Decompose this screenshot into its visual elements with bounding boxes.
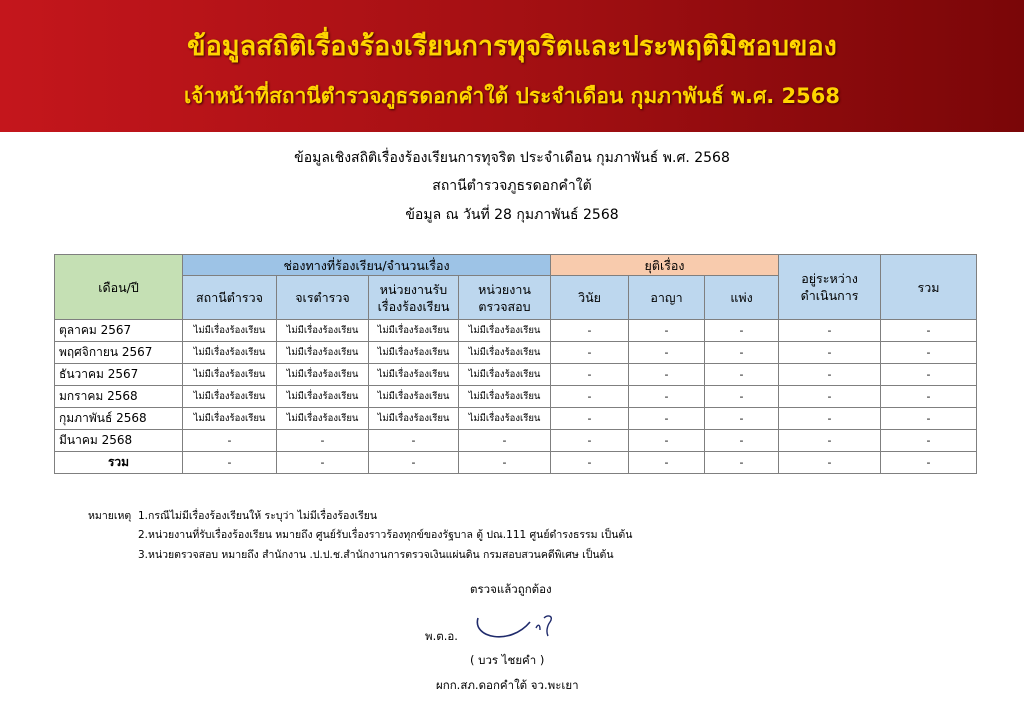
table-cell: - bbox=[629, 320, 705, 342]
total-cell: - bbox=[277, 452, 369, 474]
table-cell: - bbox=[705, 320, 779, 342]
table-row bbox=[55, 342, 977, 364]
month-cell: พฤศจิกายน 2567 bbox=[55, 342, 183, 364]
data-date: ข้อมูล ณ วันที่ 28 กุมภาพันธ์ 2568 bbox=[405, 207, 619, 223]
table-cell: - bbox=[183, 430, 277, 452]
resolved-col-header: อาญา bbox=[629, 276, 705, 320]
notes-label: หมายเหตุ bbox=[88, 510, 132, 522]
verified-text: ตรวจแล้วถูกต้อง bbox=[470, 582, 552, 596]
table-cell: - bbox=[629, 386, 705, 408]
month-cell: ตุลาคม 2567 bbox=[55, 320, 183, 342]
table-cell: - bbox=[629, 364, 705, 386]
month-cell: กุมภาพันธ์ 2568 bbox=[55, 408, 183, 430]
resolved-col-header: แพ่ง bbox=[705, 276, 779, 320]
table-cell: - bbox=[629, 408, 705, 430]
table-cell: - bbox=[277, 430, 369, 452]
table-cell: ไม่มีเรื่องร้องเรียน bbox=[369, 320, 459, 342]
station-name: สถานีตำรวจภูธรดอกคำใต้ bbox=[432, 178, 592, 194]
table-cell: ไม่มีเรื่องร้องเรียน bbox=[459, 364, 551, 386]
month-cell: ธันวาคม 2567 bbox=[55, 364, 183, 386]
table-cell: - bbox=[551, 320, 629, 342]
total-cell: - bbox=[369, 452, 459, 474]
table-cell: - bbox=[629, 430, 705, 452]
pending-header: อยู่ระหว่าง ดำเนินการ bbox=[779, 255, 881, 320]
total-cell: - bbox=[459, 452, 551, 474]
total-row bbox=[55, 452, 977, 474]
channel-col-header: จเรตำรวจ bbox=[277, 276, 369, 320]
table-cell: - bbox=[779, 386, 881, 408]
total-cell: - bbox=[183, 452, 277, 474]
total-row-label: รวม bbox=[55, 452, 183, 474]
table-cell: ไม่มีเรื่องร้องเรียน bbox=[277, 320, 369, 342]
table-row bbox=[55, 320, 977, 342]
month-cell: มีนาคม 2568 bbox=[55, 430, 183, 452]
table-cell: - bbox=[705, 342, 779, 364]
month-header: เดือน/ปี bbox=[55, 255, 183, 320]
table-row bbox=[55, 430, 977, 452]
table-cell: - bbox=[779, 342, 881, 364]
table-cell: - bbox=[551, 342, 629, 364]
handwritten-signature bbox=[470, 608, 560, 648]
table-cell: ไม่มีเรื่องร้องเรียน bbox=[369, 408, 459, 430]
total-cell: - bbox=[551, 452, 629, 474]
table-cell: ไม่มีเรื่องร้องเรียน bbox=[369, 342, 459, 364]
report-heading: ข้อมูลเชิงสถิติเรื่องร้องเรียนการทุจริต ประจำเดือน กุมภาพันธ์ พ.ศ. 2568 bbox=[294, 150, 730, 166]
table-cell: - bbox=[551, 430, 629, 452]
table-cell: ไม่มีเรื่องร้องเรียน bbox=[183, 408, 277, 430]
table-cell: ไม่มีเรื่องร้องเรียน bbox=[183, 342, 277, 364]
table-cell: - bbox=[459, 430, 551, 452]
table-cell: ไม่มีเรื่องร้องเรียน bbox=[369, 364, 459, 386]
table-cell: ไม่มีเรื่องร้องเรียน bbox=[183, 364, 277, 386]
table-cell: ไม่มีเรื่องร้องเรียน bbox=[277, 386, 369, 408]
table-cell: - bbox=[705, 364, 779, 386]
signer-name: ( บวร ไชยคำ ) bbox=[470, 653, 545, 667]
note-item: 3.หน่วยตรวจสอบ หมายถึง สำนักงาน .ป.ป.ช.สำนักงานการตรวจเงินแผ่นดิน กรมสอบสวนคดีพิเศษ เป็นต้น bbox=[138, 549, 614, 561]
channel-col-header: หน่วยงานรับ เรื่องร้องเรียน bbox=[369, 276, 459, 320]
table-cell: ไม่มีเรื่องร้องเรียน bbox=[459, 342, 551, 364]
signer-rank: พ.ต.อ. bbox=[425, 629, 458, 643]
resolved-header: ยุติเรื่อง bbox=[551, 255, 779, 276]
total-cell: - bbox=[779, 452, 881, 474]
table-cell: - bbox=[779, 320, 881, 342]
table-cell: - bbox=[881, 342, 977, 364]
table-cell: ไม่มีเรื่องร้องเรียน bbox=[277, 342, 369, 364]
table-cell: - bbox=[881, 430, 977, 452]
table-cell: ไม่มีเรื่องร้องเรียน bbox=[459, 386, 551, 408]
table-cell: - bbox=[779, 364, 881, 386]
table-cell: - bbox=[881, 408, 977, 430]
table-cell: ไม่มีเรื่องร้องเรียน bbox=[183, 320, 277, 342]
table-cell: - bbox=[551, 408, 629, 430]
total-cell: - bbox=[629, 452, 705, 474]
signer-position: ผกก.สภ.ดอกคำใต้ จว.พะเยา bbox=[436, 678, 579, 692]
table-row bbox=[55, 386, 977, 408]
note-item: 2.หน่วยงานที่รับเรื่องร้องเรียน หมายถึง ศูนย์รับเรื่องราวร้องทุกข์ของรัฐบาล ตู้ ปณ.111 ศูนย์ดำรงธรรม เป็นต้น bbox=[138, 529, 633, 541]
table-cell: - bbox=[705, 430, 779, 452]
table-row bbox=[55, 364, 977, 386]
table-cell: - bbox=[705, 408, 779, 430]
month-cell: มกราคม 2568 bbox=[55, 386, 183, 408]
resolved-col-header: วินัย bbox=[551, 276, 629, 320]
table-cell: - bbox=[779, 430, 881, 452]
banner-subtitle: เจ้าหน้าที่สถานีตำรวจภูธรดอกคำใต้ ประจำเดือน กุมภาพันธ์ พ.ศ. 2568 bbox=[183, 84, 841, 108]
table-cell: - bbox=[551, 364, 629, 386]
channel-col-header: หน่วยงาน ตรวจสอบ bbox=[459, 276, 551, 320]
total-cell: - bbox=[881, 452, 977, 474]
table-cell: ไม่มีเรื่องร้องเรียน bbox=[277, 364, 369, 386]
table-cell: - bbox=[779, 408, 881, 430]
table-cell: - bbox=[881, 320, 977, 342]
table-cell: - bbox=[881, 364, 977, 386]
note-item: 1.กรณีไม่มีเรื่องร้องเรียนให้ ระบุว่า ไม่มีเรื่องร้องเรียน bbox=[138, 510, 378, 522]
complaint-stats-table bbox=[54, 254, 977, 474]
table-cell: - bbox=[551, 386, 629, 408]
table-cell: ไม่มีเรื่องร้องเรียน bbox=[459, 408, 551, 430]
table-cell: ไม่มีเรื่องร้องเรียน bbox=[277, 408, 369, 430]
table-cell: - bbox=[629, 342, 705, 364]
title-banner bbox=[0, 0, 1024, 132]
table-cell: ไม่มีเรื่องร้องเรียน bbox=[183, 386, 277, 408]
channels-header: ช่องทางที่ร้องเรียน/จำนวนเรื่อง bbox=[183, 255, 551, 276]
channel-col-header: สถานีตำรวจ bbox=[183, 276, 277, 320]
total-header: รวม bbox=[881, 255, 977, 320]
table-cell: - bbox=[705, 386, 779, 408]
table-cell: ไม่มีเรื่องร้องเรียน bbox=[459, 320, 551, 342]
table-cell: - bbox=[369, 430, 459, 452]
table-cell: ไม่มีเรื่องร้องเรียน bbox=[369, 386, 459, 408]
table-cell: - bbox=[881, 386, 977, 408]
total-cell: - bbox=[705, 452, 779, 474]
table-row bbox=[55, 408, 977, 430]
banner-title: ข้อมูลสถิติเรื่องร้องเรียนการทุจริตและประพฤติมิชอบของ bbox=[187, 31, 837, 62]
